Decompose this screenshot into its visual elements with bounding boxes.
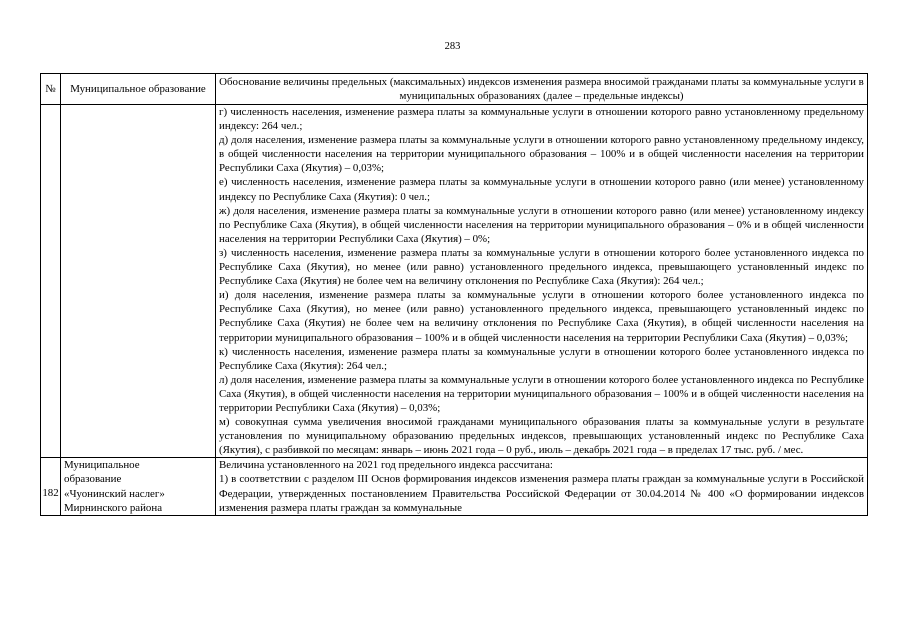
cell-municipality-182 [61, 458, 216, 515]
indices-table [40, 73, 868, 516]
header-justification: Обоснование величины предельных (максимальных) индексов изменения размера вносимой гражданами платы за коммунальные услуги в муниципальных образованиях (далее – предельные индексы) [216, 74, 868, 105]
table-header-row [41, 74, 868, 105]
cell-municipality-empty [61, 105, 216, 458]
header-num: № [41, 74, 61, 105]
cell-num-empty [41, 105, 61, 458]
paragraph-intro: Величина установленного на 2021 год предельного индекса рассчитана: [219, 459, 553, 472]
paragraph-l: л) доля населения, изменение размера платы за коммунальные услуги в отношении которого более установленного индекса по Республике Саха (Якутия), в общей численности населения на территории муниципального образования – 100% и в общей численности населения на территории Республики Саха (Якутия) – 0,03%; [219, 373, 864, 414]
paragraph-i: и) доля населения, изменение размера платы за коммунальные услуги в отношении которого более установленного индекса по Республике Саха (Якутия), но менее (или равно) установленного предельного индекса, превышающего установленный индекс по Республике Саха (Якутия) не более чем на величину отклонения по Республике Саха (Якутия), в общей численности населения на территории муниципального образования – 100% и в общей численности населения на территории Республики Саха (Якутия) – 0,03%; [219, 289, 864, 344]
municipality-line-3: «Чуонинский наслег» [64, 487, 165, 500]
table-row-182 [41, 458, 868, 515]
cell-justification-continuation [216, 105, 868, 458]
page-number: 283 [444, 41, 461, 52]
cell-num-182 [41, 458, 61, 515]
cell-justification-182 [216, 458, 868, 515]
header-municipality: Муниципальное образование [61, 74, 216, 105]
paragraph-g: г) численность населения, изменение размера платы за коммунальные услуги в отношении которого равно установленному предельному индексу: 264 чел.; [219, 106, 864, 133]
row-number: 182 [42, 487, 59, 500]
table-row-continuation [41, 105, 868, 458]
paragraph-zh: ж) доля населения, изменение размера платы за коммунальные услуги в отношении которого равно (или менее) установленному индексу по Республике Саха (Якутия), в общей численности населения на территории муниципального образования – 0% и в общей численности населения на территории Республики Саха (Якутия) – 0%; [219, 204, 864, 245]
municipality-line-1: Муниципальное [64, 459, 140, 472]
paragraph-k: к) численность населения, изменение размера платы за коммунальные услуги в отношении которого более установленного индекса по Республике Саха (Якутия): 264 чел.; [219, 345, 864, 372]
paragraph-z: з) численность населения, изменение размера платы за коммунальные услуги в отношении которого более установленного индекса по Республике Саха (Якутия), но менее (или равно) установленного предельного индекса, превышающего установленный индекс по Республике Саха (Якутия) не более чем на величину отклонения по Республике Саха (Якутия): 264 чел.; [219, 246, 864, 288]
paragraph-1: 1) в соответствии с разделом III Основ формирования индексов изменения размера платы граждан за коммунальные услуги в Российской Федерации, утвержденных постановлением Правительства Российской Федерации от 30.04.2014 № 400 «О формировании индексов изменения размера платы граждан за коммунальные [219, 473, 864, 514]
municipality-line-2: образование [64, 473, 122, 486]
municipality-line-4: Мирнинского района [64, 501, 163, 514]
paragraph-d: д) доля населения, изменение размера платы за коммунальные услуги в отношении которого равно установленному предельному индексу, в общей численности населения на территории муниципального образования – 100% и в общей численности населения на территории Республики Саха (Якутия) – 0,03%; [219, 134, 864, 175]
paragraph-e: е) численность населения, изменение размера платы за коммунальные услуги в отношении которого равно (или менее) установленному индексу по Республике Саха (Якутия): 0 чел.; [219, 176, 864, 203]
paragraph-m: м) совокупная сумма увеличения вносимой гражданами муниципального образования платы за коммунальные услуги в результате установления по муниципальному образованию предельных индексов, превышающих установленный индекс по Республике Саха (Якутия), с разбивкой по месяцам: январь – июнь 2021 года – 0 руб., июль – декабрь 2021 года – в пределах 17 тыс. руб. / мес. [219, 416, 864, 457]
